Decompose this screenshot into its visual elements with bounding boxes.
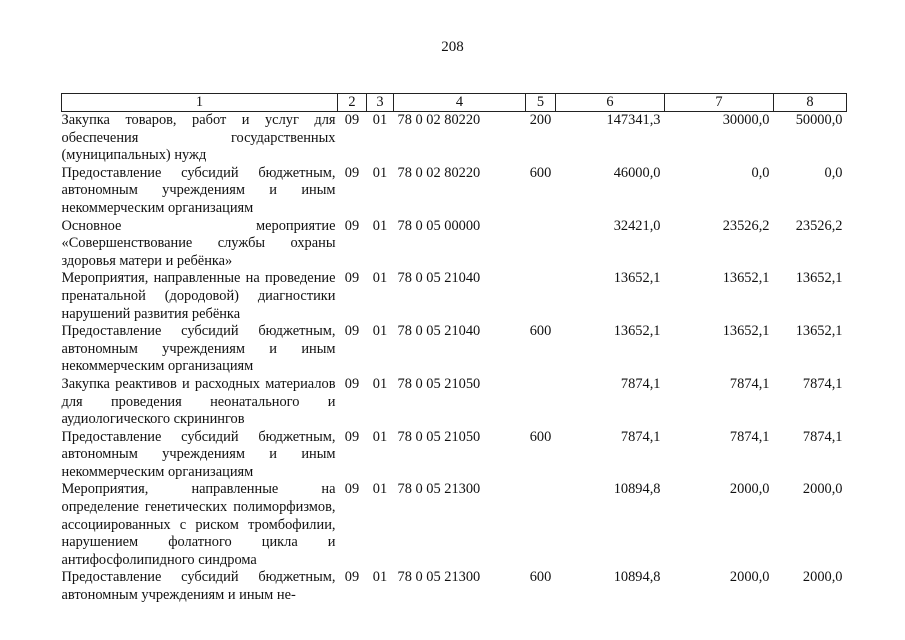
subsection-code: 01 — [372, 428, 388, 445]
amount-col7: 13652,1 — [722, 270, 770, 287]
expense-type-code: 200 — [529, 112, 552, 128]
section-code: 09 — [344, 112, 360, 128]
amount-col7: 7874,1 — [729, 428, 770, 445]
section-code: 09 — [344, 375, 360, 392]
subsection-code: 01 — [372, 569, 388, 586]
subsection-code: 01 — [372, 112, 388, 128]
amount-col8: 2000,0 — [802, 569, 843, 586]
target-article-code: 78 0 05 21300 — [397, 481, 481, 498]
target-article-code: 78 0 05 21300 — [397, 569, 481, 586]
expense-type-code — [526, 270, 556, 323]
header-cell: 5 — [526, 94, 556, 112]
item-name: Закупка реактивов и расходных материалов для проведения неонатального и аудиологического скринингов — [61, 375, 336, 428]
item-name: Предоставление субсидий бюджетным, автономным учреждениям и иным не- — [61, 569, 336, 604]
item-name: Мероприятия, направленные на определение генетических полиморфизмов, ассоциированных с риском тромбофилии, нарушением фолатного цикла и антифосфолипидного синдрома — [61, 481, 336, 568]
table-header-row — [62, 94, 847, 112]
amount-col8: 7874,1 — [802, 428, 843, 445]
item-name: Предоставление субсидий бюджетным, автономным учреждениям и иным некоммерческим организациям — [61, 164, 336, 216]
amount-col8: 2000,0 — [802, 481, 843, 498]
amount-col7: 13652,1 — [722, 323, 770, 340]
amount-col7: 7874,1 — [729, 375, 770, 392]
expense-type-code — [526, 481, 556, 569]
amount-col6: 147341,3 — [606, 112, 661, 128]
amount-col7: 23526,2 — [722, 217, 770, 234]
subsection-code: 01 — [372, 270, 388, 287]
target-article-code: 78 0 02 80220 — [397, 164, 481, 181]
amount-col8: 13652,1 — [795, 270, 843, 287]
subsection-code: 01 — [372, 217, 388, 234]
item-name: Закупка товаров, работ и услуг для обеспечения государственных (муниципальных) нужд — [61, 112, 336, 164]
item-name: Предоставление субсидий бюджетным, автономным учреждениям и иным некоммерческим организациям — [61, 323, 336, 375]
header-cell: 6 — [556, 94, 665, 112]
section-code: 09 — [344, 270, 360, 287]
amount-col7: 2000,0 — [729, 481, 770, 498]
amount-col8: 7874,1 — [802, 375, 843, 392]
section-code: 09 — [344, 569, 360, 586]
section-code: 09 — [344, 323, 360, 340]
table-row — [62, 323, 847, 376]
header-cell: 8 — [774, 94, 847, 112]
header-cell: 4 — [394, 94, 526, 112]
subsection-code: 01 — [372, 375, 388, 392]
table-row — [62, 165, 847, 218]
table-row — [62, 429, 847, 482]
amount-col6: 32421,0 — [613, 217, 661, 234]
amount-col8: 0,0 — [824, 164, 843, 181]
table-row — [62, 376, 847, 429]
header-cell: 7 — [665, 94, 774, 112]
target-article-code: 78 0 05 21050 — [397, 375, 481, 392]
section-code: 09 — [344, 481, 360, 498]
table-row — [62, 112, 847, 165]
page-number: 208 — [441, 39, 464, 55]
subsection-code: 01 — [372, 481, 388, 498]
expense-type-code: 600 — [529, 323, 552, 340]
target-article-code: 78 0 05 21050 — [397, 428, 481, 445]
amount-col8: 23526,2 — [795, 217, 843, 234]
expense-type-code: 600 — [529, 428, 552, 445]
amount-col6: 46000,0 — [613, 164, 661, 181]
section-code: 09 — [344, 164, 360, 181]
amount-col6: 7874,1 — [620, 428, 661, 445]
expense-type-code — [526, 376, 556, 429]
section-code: 09 — [344, 217, 360, 234]
item-name: Предоставление субсидий бюджетным, автономным учреждениям и иным некоммерческим организациям — [61, 428, 336, 480]
target-article-code: 78 0 05 21040 — [397, 323, 481, 340]
amount-col6: 13652,1 — [613, 270, 661, 287]
header-cell: 1 — [62, 94, 338, 112]
amount-col7: 2000,0 — [729, 569, 770, 586]
amount-col6: 10894,8 — [613, 481, 661, 498]
amount-col8: 50000,0 — [795, 112, 843, 128]
item-name: Мероприятия, направленные на проведение пренатальной (дородовой) диагностики нарушений развития ребёнка — [61, 270, 336, 322]
table-row — [62, 218, 847, 271]
amount-col6: 10894,8 — [613, 569, 661, 586]
section-code: 09 — [344, 428, 360, 445]
table-row — [62, 481, 847, 569]
target-article-code: 78 0 02 80220 — [397, 112, 481, 128]
subsection-code: 01 — [372, 323, 388, 340]
table-row — [62, 270, 847, 323]
expense-type-code: 600 — [529, 164, 552, 181]
header-cell: 3 — [367, 94, 394, 112]
amount-col7: 0,0 — [751, 164, 770, 181]
budget-table — [61, 93, 847, 605]
item-name: Основное мероприятие «Совершенствование службы охраны здоровья матери и ребёнка» — [61, 217, 336, 269]
subsection-code: 01 — [372, 164, 388, 181]
amount-col8: 13652,1 — [795, 323, 843, 340]
target-article-code: 78 0 05 21040 — [397, 270, 481, 287]
amount-col6: 7874,1 — [620, 375, 661, 392]
header-cell: 2 — [338, 94, 367, 112]
amount-col6: 13652,1 — [613, 323, 661, 340]
target-article-code: 78 0 05 00000 — [397, 217, 481, 234]
table-row — [62, 569, 847, 604]
expense-type-code — [526, 218, 556, 271]
amount-col7: 30000,0 — [722, 112, 770, 128]
expense-type-code: 600 — [529, 569, 552, 586]
